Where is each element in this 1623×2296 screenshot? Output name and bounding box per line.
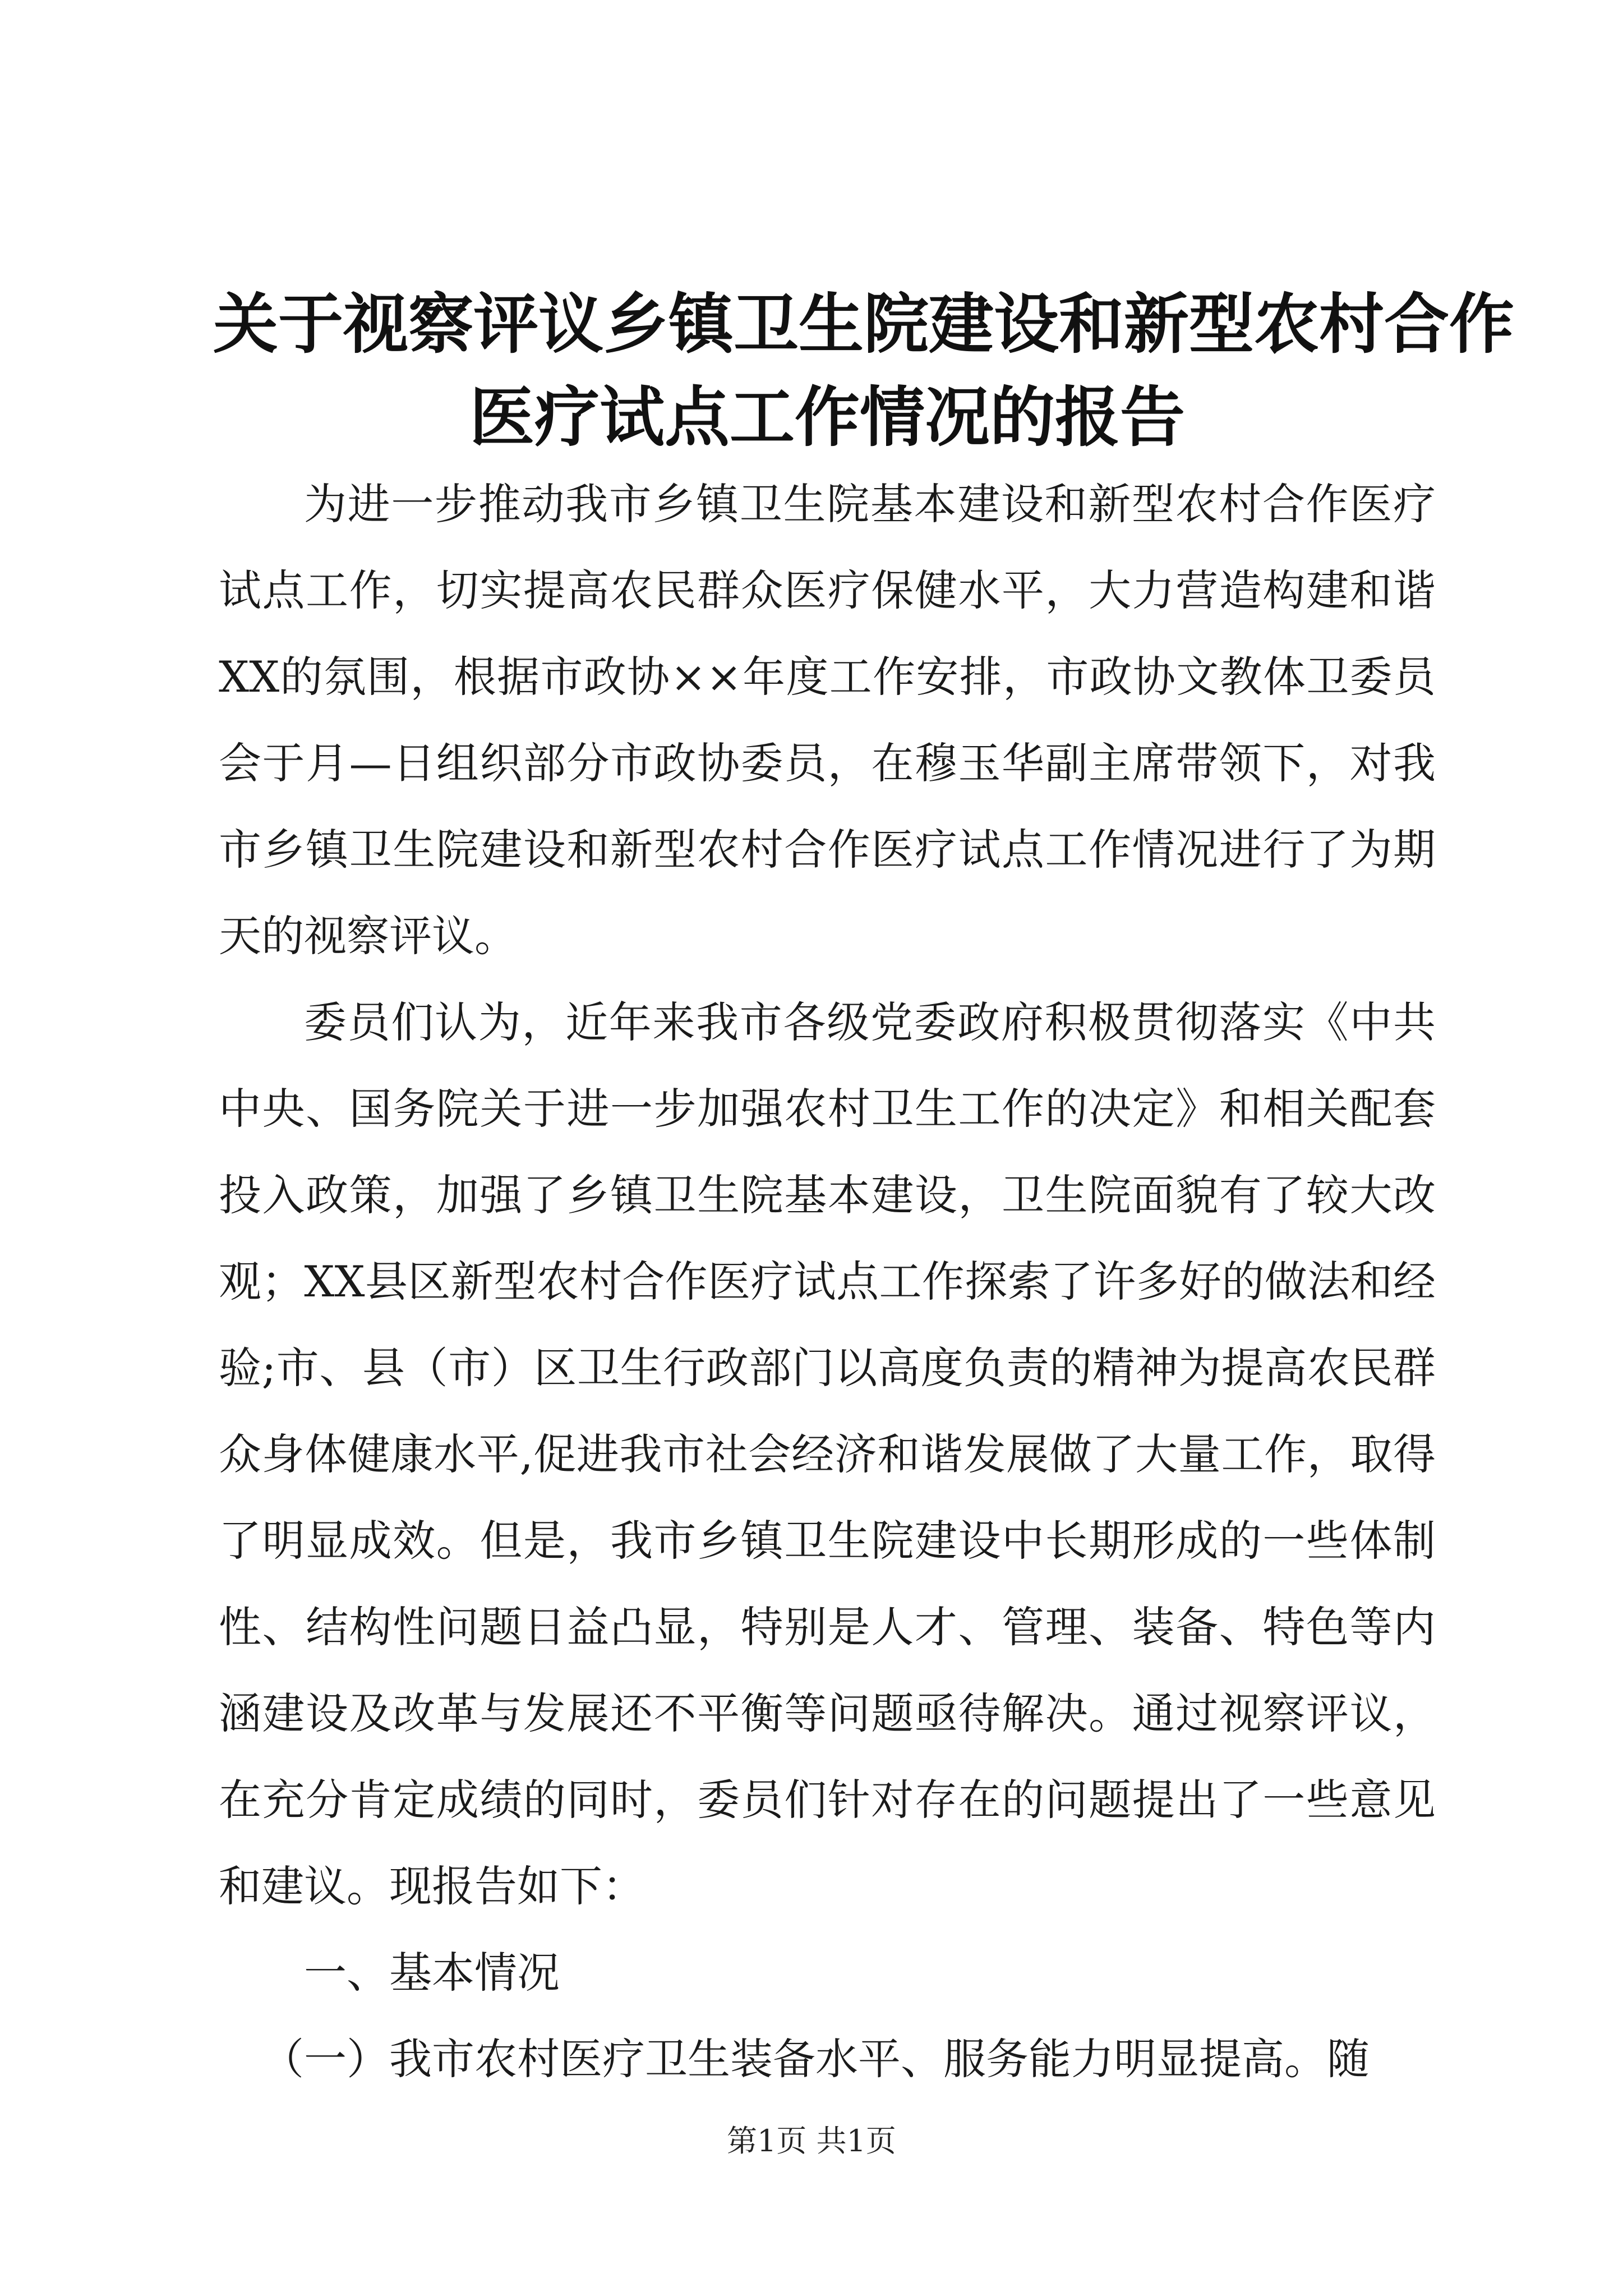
page-number: 第1页 共1页 bbox=[727, 2123, 896, 2159]
title-line-1: 关于视察评议乡镇卫生院建设和新型农村合作 bbox=[213, 286, 1514, 362]
page-footer bbox=[0, 2122, 1623, 2161]
document-body bbox=[219, 461, 1436, 2102]
document-title bbox=[213, 278, 1514, 464]
paragraph-intro: 为进一步推动我市乡镇卫生院基本建设和新型农村合作医疗试点工作，切实提高农民群众医疗保健水平，大力营造构建和谐XX的氛围，根据市政协××年度工作安排，市政协文教体卫委员会于月—日组织部分市政协委员，在穆玉华副主席带领下，对我市乡镇卫生院建设和新型农村合作医疗试点工作情况进行了为期天的视察评议。 bbox=[219, 479, 1436, 961]
section-heading-basic-situation: 一、基本情况 bbox=[304, 1948, 560, 1998]
title-line-2: 医疗试点工作情况的报告 bbox=[469, 379, 1185, 455]
subsection-item-1: （一）我市农村医疗卫生装备水平、服务能力明显提高。随 bbox=[261, 2034, 1370, 2084]
paragraph-committee-opinion: 委员们认为，近年来我市各级党委政府积极贯彻落实《中共中央、国务院关于进一步加强农村卫生工作的决定》和相关配套投入政策，加强了乡镇卫生院基本建设，卫生院面貌有了较大改观；XX县区新型农村合作医疗试点工作探索了许多好的做法和经验;市、县（市）区卫生行政部门以高度负责的精神为提高农民群众身体健康水平,促进我市社会经济和谐发展做了大量工作，取得了明显成效。但是，我市乡镇卫生院建设中长期形成的一些体制性、结构性问题日益凸显，特别是人才、管理、装备、特色等内涵建设及改革与发展还不平衡等问题亟待解决。通过视察评议，在充分肯定成绩的同时，委员们针对存在的问题提出了一些意见和建议。现报告如下： bbox=[219, 997, 1436, 1911]
